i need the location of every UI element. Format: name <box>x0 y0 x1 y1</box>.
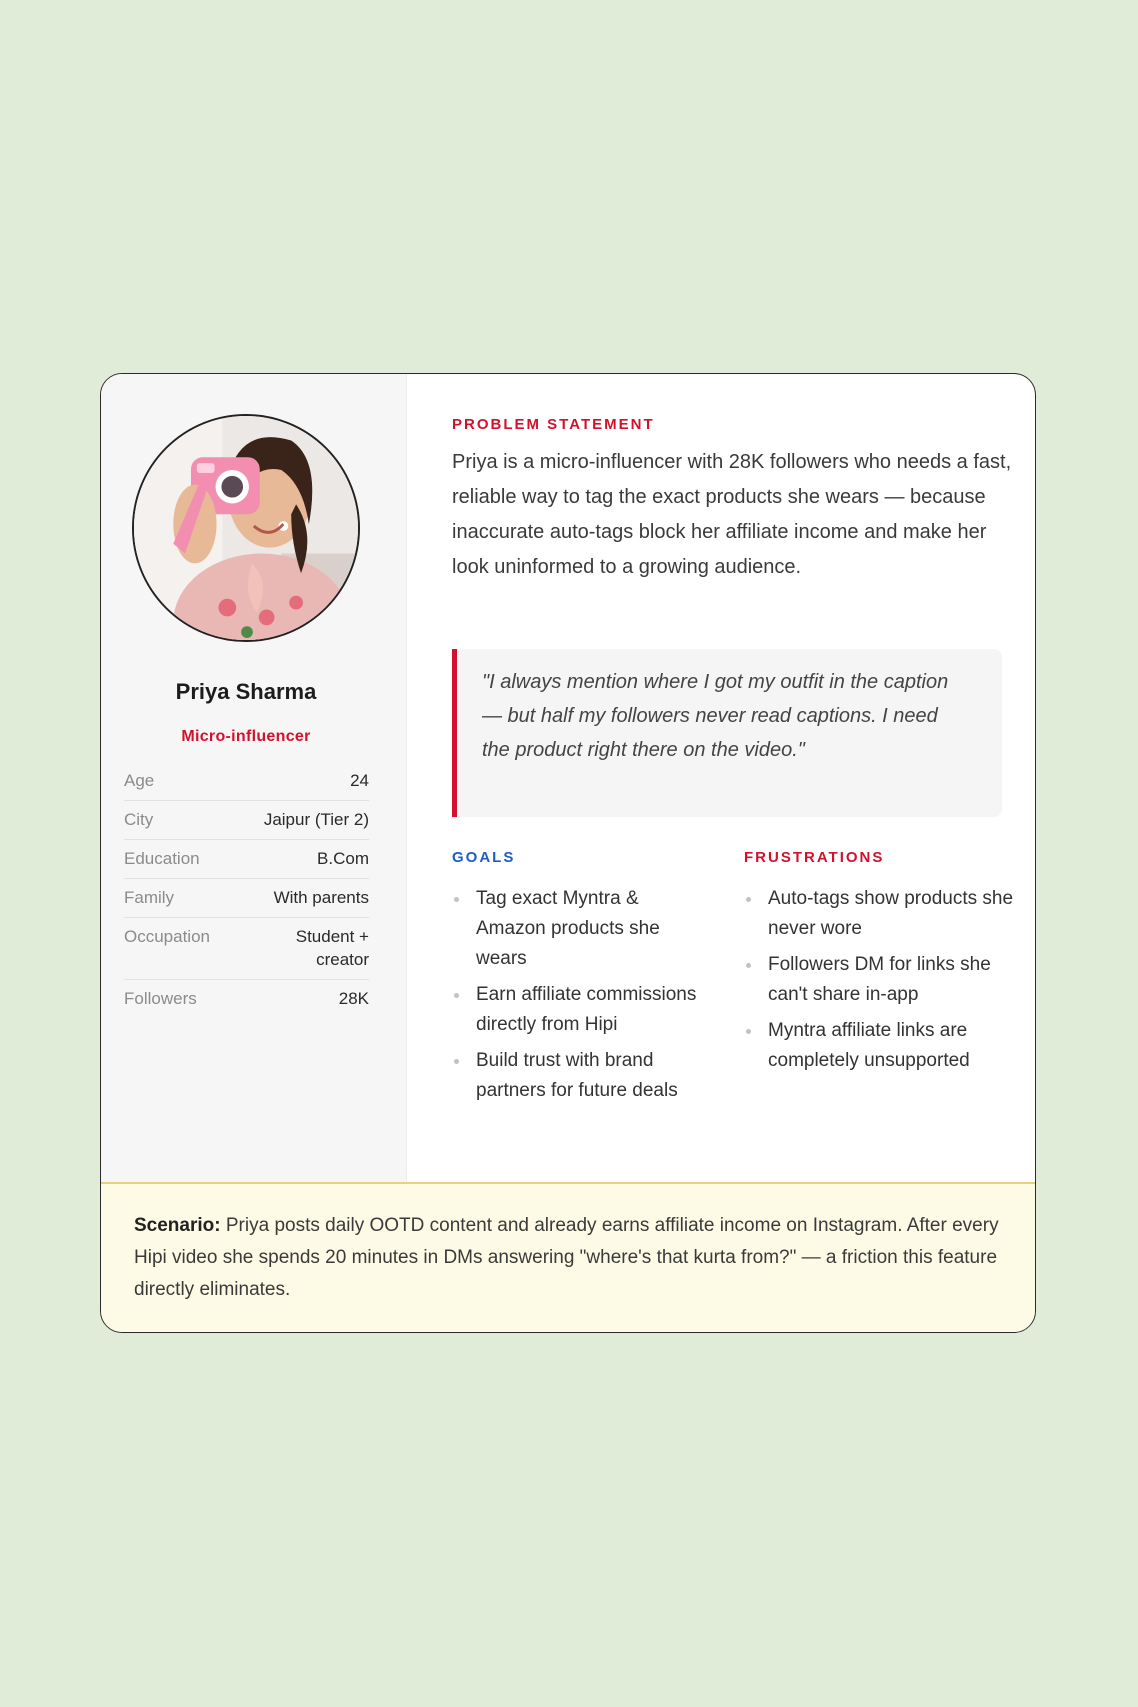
attribute-label: Occupation <box>124 927 210 946</box>
attribute-row-family <box>124 879 369 918</box>
attribute-row-city <box>124 801 369 840</box>
scenario-text: Priya posts daily OOTD content and already earns affiliate income on Instagram. After every Hipi video she spends 20 minutes in DMs answering "where's that kurta from?" — a friction this feature directly eliminates. <box>134 1215 999 1300</box>
frustrations-heading: FRUSTRATIONS <box>744 849 885 866</box>
attribute-value: With parents <box>273 888 369 907</box>
attribute-value: 28K <box>338 989 369 1008</box>
persona-details <box>452 374 1012 1182</box>
attribute-value: B.Com <box>317 849 369 868</box>
problem-statement-heading: PROBLEM STATEMENT <box>452 416 655 433</box>
frustrations-section <box>744 849 1014 1082</box>
attribute-label: Age <box>124 771 155 790</box>
frustrations-list <box>744 884 1014 1076</box>
frustration-item: Followers DM for links she can't share in-app <box>744 950 1014 1010</box>
attribute-label: Followers <box>124 989 197 1008</box>
problem-statement-text: Priya is a micro-influencer with 28K followers who needs a fast, reliable way to tag the exact products she wears — because inaccurate auto-tags block her affiliate income and make her look uninformed to a growing audience. <box>452 451 1012 578</box>
persona-name: Priya Sharma <box>175 679 317 704</box>
goal-item: Tag exact Myntra & Amazon products she wears <box>452 884 712 974</box>
attribute-label: Education <box>124 849 200 868</box>
frustration-item: Myntra affiliate links are completely unsupported <box>744 1016 1014 1076</box>
attribute-value: Jaipur (Tier 2) <box>263 810 369 829</box>
attribute-row-age <box>124 762 369 801</box>
goals-list <box>452 884 712 1106</box>
attribute-value: Student + creator <box>295 927 369 969</box>
attribute-label: City <box>124 810 154 829</box>
goal-item: Earn affiliate commissions directly from Hipi <box>452 980 712 1040</box>
scenario-label: Scenario: <box>134 1215 221 1236</box>
avatar-photo-icon <box>134 416 358 640</box>
goals-heading: GOALS <box>452 849 516 866</box>
goal-item: Build trust with brand partners for future deals <box>452 1046 712 1106</box>
frustration-item: Auto-tags show products she never wore <box>744 884 1014 944</box>
attribute-row-occupation <box>124 918 369 980</box>
attribute-label: Family <box>124 888 175 907</box>
scenario-box <box>101 1182 1035 1333</box>
persona-sidebar <box>101 374 407 1182</box>
attribute-value: 24 <box>350 771 369 790</box>
persona-role: Micro-influencer <box>181 728 311 745</box>
persona-card <box>100 373 1036 1333</box>
persona-quote: "I always mention where I got my outfit in the caption — but half my followers never read captions. I need the product right there on the video." <box>452 649 1002 817</box>
attribute-row-education <box>124 840 369 879</box>
avatar <box>132 414 360 642</box>
goals-section <box>452 849 712 1112</box>
attribute-row-followers <box>124 980 369 1018</box>
attribute-list <box>124 762 369 1018</box>
